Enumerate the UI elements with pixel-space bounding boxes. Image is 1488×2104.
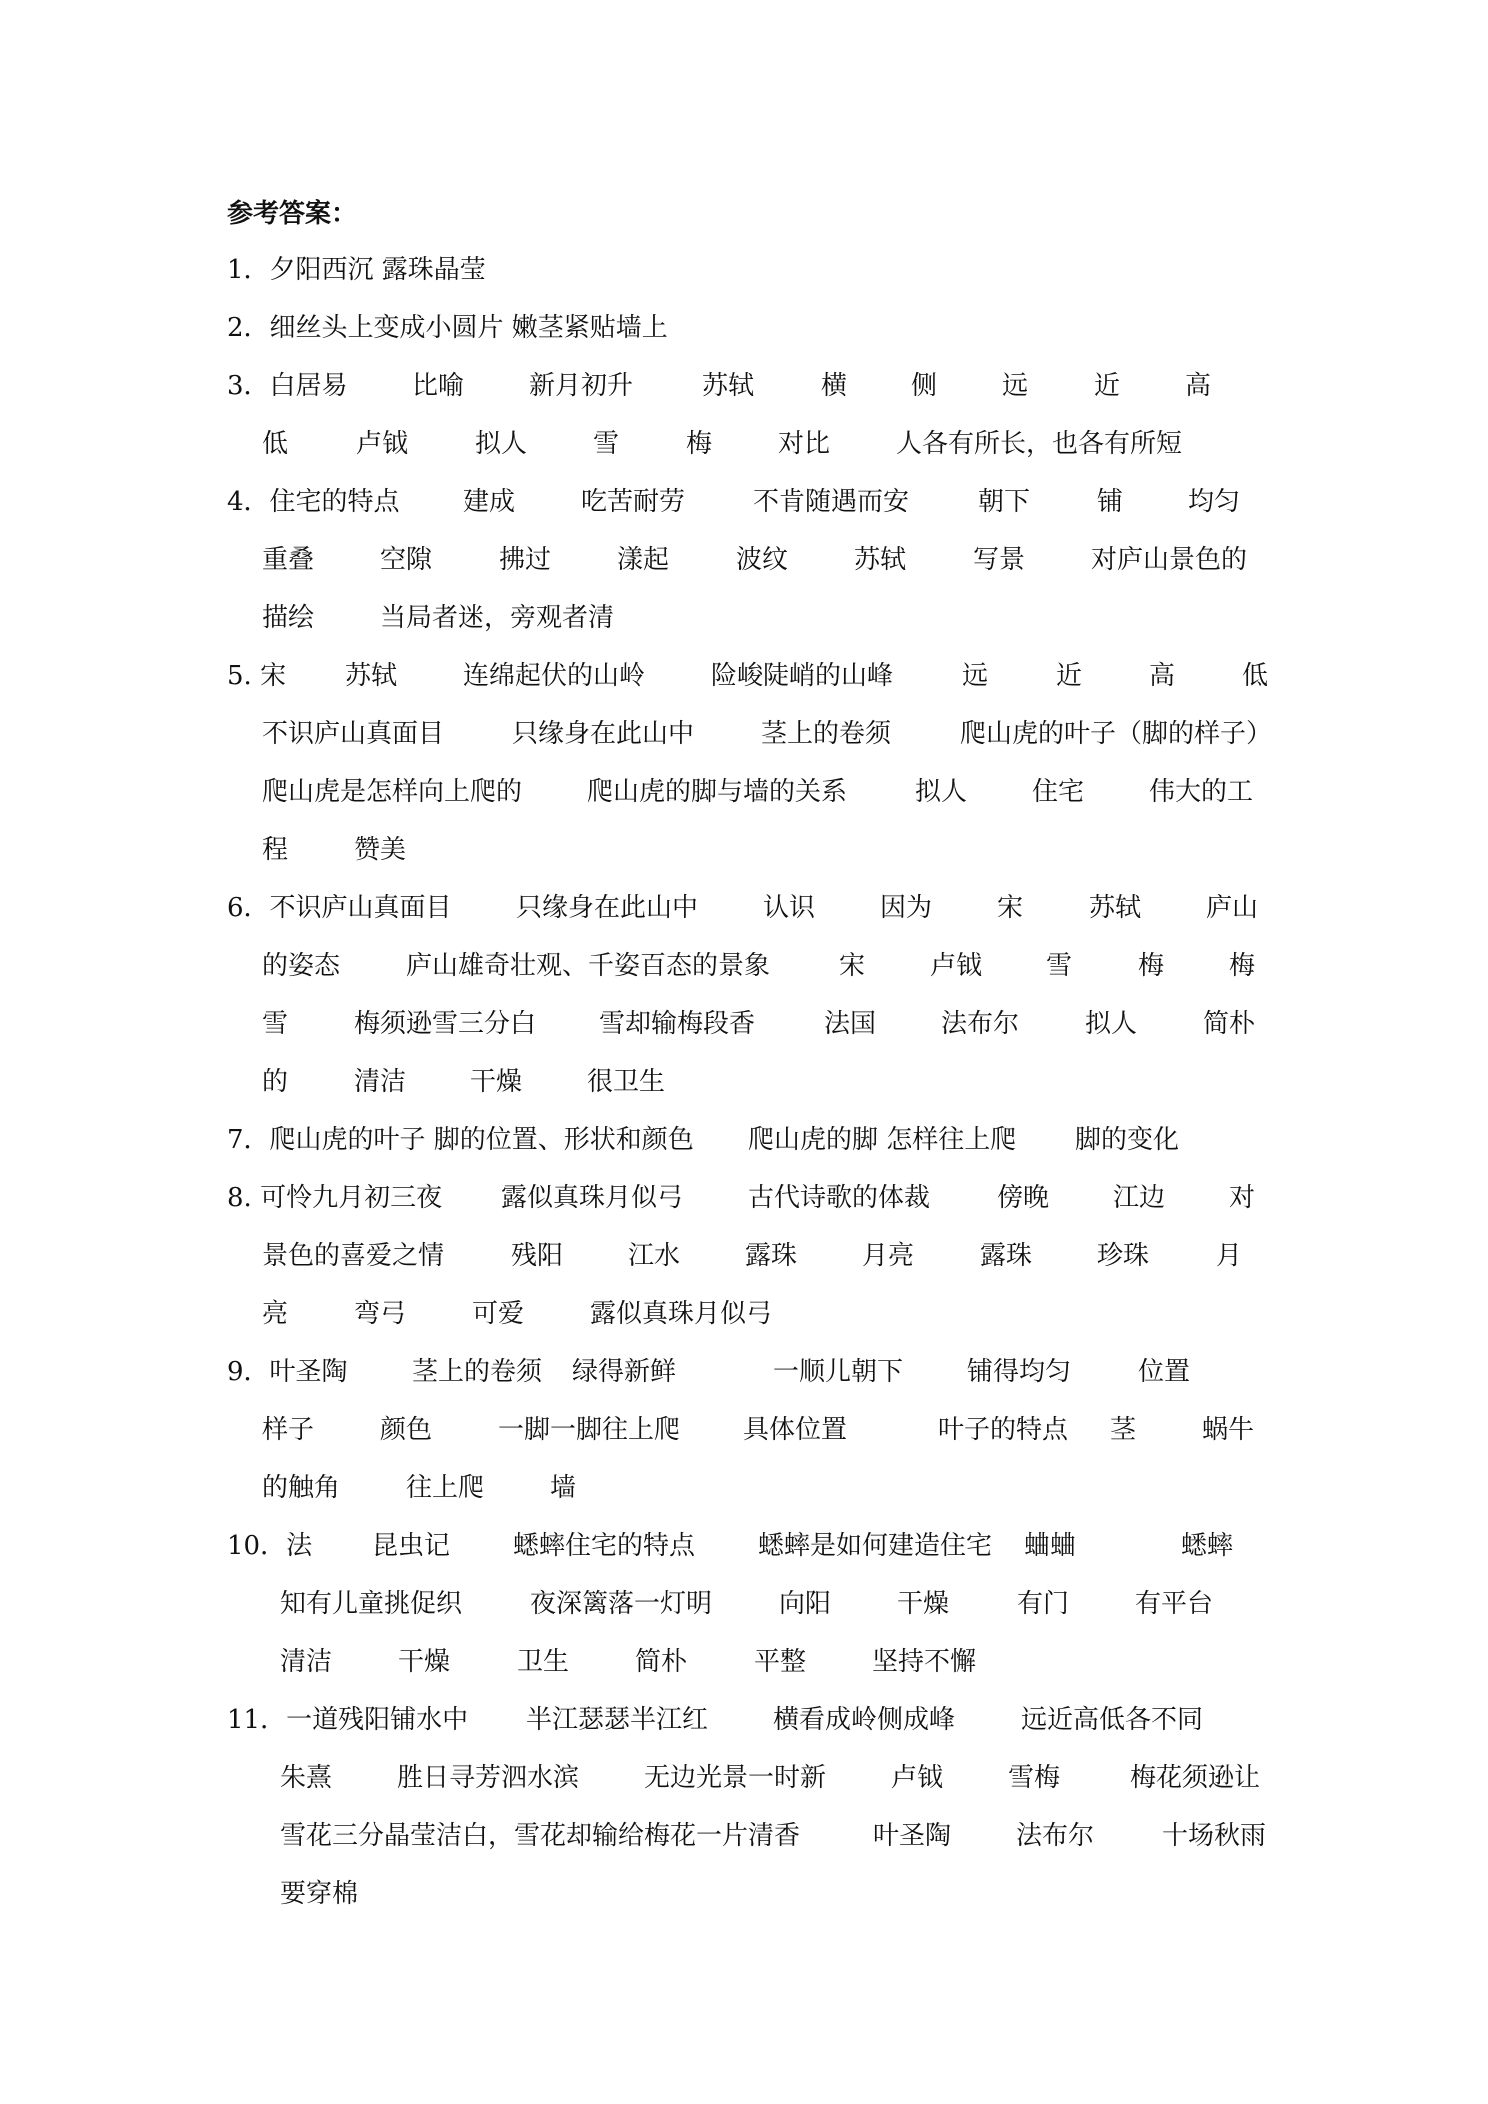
answer-term: 近	[1094, 371, 1121, 401]
answer-term: 可爱	[472, 1299, 525, 1329]
answer-term: 位置	[1138, 1357, 1191, 1387]
answer-term: 3．白居易	[227, 371, 348, 401]
answer-term: 苏轼	[854, 545, 907, 575]
answer-term: 脚的变化	[1075, 1125, 1180, 1155]
answer-term: 卢钺	[891, 1763, 944, 1793]
answer-term: 爬山虎的脚与墙的关系	[587, 777, 848, 807]
answer-term: 2．细丝头上变成小圆片 嫩茎紧贴墙上	[227, 313, 668, 343]
answer-term: 胜日寻芳泗水滨	[397, 1763, 580, 1793]
answer-term: 景色的喜爱之情	[262, 1241, 445, 1271]
answer-term: 写景	[973, 545, 1026, 575]
answer-term: 11．一道残阳铺水中	[227, 1705, 469, 1735]
answer-term: 蛐蛐	[1024, 1531, 1077, 1561]
answer-term: 清洁	[280, 1647, 333, 1677]
answer-term: 梅	[1138, 951, 1165, 981]
answer-term: 不肯随遇而安	[753, 487, 910, 517]
answer-term: 雪	[262, 1009, 289, 1039]
answer-term: 1．夕阳西沉 露珠晶莹	[227, 255, 486, 285]
answer-term: 的触角	[262, 1473, 341, 1503]
answer-term: 拟人	[1085, 1009, 1138, 1039]
answer-term: 赞美	[354, 835, 407, 865]
answer-term: 吃苦耐劳	[581, 487, 686, 517]
answer-term: 拂过	[499, 545, 552, 575]
answer-term: 漾起	[617, 545, 670, 575]
answer-term: 横	[821, 371, 848, 401]
answer-term: 险峻陡峭的山峰	[711, 661, 894, 691]
answer-term: 9．叶圣陶	[227, 1357, 348, 1387]
answer-term: 侧	[911, 371, 938, 401]
answer-term: 江水	[628, 1241, 681, 1271]
answer-term: 残阳	[511, 1241, 564, 1271]
answer-term: 月	[1216, 1241, 1243, 1271]
answer-term: 有门	[1017, 1589, 1070, 1619]
answer-term: 7．爬山虎的叶子 脚的位置、形状和颜色	[227, 1125, 694, 1155]
answer-term: 江边	[1113, 1183, 1166, 1213]
answer-term: 因为	[880, 893, 933, 923]
answer-term: 露似真珠月似弓	[590, 1299, 773, 1329]
answer-term: 5. 宋	[227, 661, 287, 691]
answer-term: 样子	[262, 1415, 315, 1445]
answer-term: 绿得新鲜	[572, 1357, 677, 1387]
answer-term: 的姿态	[262, 951, 341, 981]
answer-term: 茎	[1110, 1415, 1137, 1445]
answer-term: 向阳	[779, 1589, 832, 1619]
answer-term: 雪花三分晶莹洁白，雪花却输给梅花一片清香	[280, 1821, 801, 1851]
answer-term: 庐山	[1206, 893, 1259, 923]
answer-term: 卢钺	[356, 429, 409, 459]
answer-term: 弯弓	[354, 1299, 407, 1329]
answer-term: 卢钺	[930, 951, 983, 981]
answer-term: 露珠	[745, 1241, 798, 1271]
answer-term: 伟大的工	[1149, 777, 1254, 807]
answer-term: 横看成岭侧成峰	[773, 1705, 956, 1735]
answer-term: 梅	[686, 429, 713, 459]
answer-term: 苏轼	[345, 661, 398, 691]
answer-term: 8. 可怜九月初三夜	[227, 1183, 443, 1213]
answer-term: 干燥	[470, 1067, 523, 1097]
answer-term: 蜗牛	[1202, 1415, 1255, 1445]
answer-term: 空隙	[380, 545, 433, 575]
answer-term: 宋	[839, 951, 866, 981]
answer-term: 波纹	[736, 545, 789, 575]
answer-term: 认识	[763, 893, 816, 923]
answer-term: 茎上的卷须	[412, 1357, 543, 1387]
answer-term: 颜色	[380, 1415, 433, 1445]
answer-term: 比喻	[412, 371, 465, 401]
answer-term: 新月初升	[529, 371, 634, 401]
answer-term: 要穿棉	[280, 1879, 359, 1909]
answer-term: 爬山虎的脚 怎样往上爬	[748, 1125, 1017, 1155]
answer-term: 庐山雄奇壮观、千姿百态的景象	[406, 951, 771, 981]
answer-term: 有平台	[1135, 1589, 1214, 1619]
answer-term: 朱熹	[280, 1763, 333, 1793]
answer-term: 的	[262, 1067, 289, 1097]
answer-term: 往上爬	[406, 1473, 485, 1503]
answer-term: 清洁	[354, 1067, 407, 1097]
answer-term: 朝下	[978, 487, 1031, 517]
answer-term: 住宅	[1032, 777, 1085, 807]
answer-term: 蟋蟀是如何建造住宅	[758, 1531, 993, 1561]
answer-term: 坚持不懈	[872, 1647, 977, 1677]
answer-term: 铺得均匀	[967, 1357, 1072, 1387]
answer-term: 亮	[262, 1299, 289, 1329]
answer-term: 程	[262, 835, 289, 865]
answer-term: 连绵起伏的山岭	[463, 661, 646, 691]
answer-term: 蟋蟀住宅的特点	[513, 1531, 696, 1561]
answer-term: 雪	[593, 429, 620, 459]
answer-term: 对比	[778, 429, 831, 459]
answer-term: 描绘	[262, 603, 315, 633]
answer-term: 墙	[550, 1473, 577, 1503]
answer-term: 近	[1056, 661, 1083, 691]
answer-term: 半江瑟瑟半江红	[526, 1705, 709, 1735]
answer-term: 重叠	[262, 545, 315, 575]
answer-term: 宋	[997, 893, 1024, 923]
answer-term: 10．法	[227, 1531, 313, 1561]
answer-term: 只缘身在此山中	[512, 719, 695, 749]
answer-term: 昆虫记	[372, 1531, 451, 1561]
answer-term: 4．住宅的特点	[227, 487, 400, 517]
answer-term: 爬山虎是怎样向上爬的	[262, 777, 523, 807]
answer-term: 露珠	[980, 1241, 1033, 1271]
answer-term: 梅花须逊让	[1130, 1763, 1261, 1793]
answer-term: 叶圣陶	[873, 1821, 952, 1851]
answer-term: 干燥	[897, 1589, 950, 1619]
answer-term: 雪梅	[1008, 1763, 1061, 1793]
answer-term: 对庐山景色的	[1091, 545, 1248, 575]
answer-term: 低	[1242, 661, 1269, 691]
answer-term: 6．不识庐山真面目	[227, 893, 452, 923]
answer-term: 高	[1149, 661, 1176, 691]
answer-term: 法布尔	[1016, 1821, 1095, 1851]
answer-term: 人各有所长，也各有所短	[896, 429, 1183, 459]
answer-term: 雪却输梅段香	[599, 1009, 756, 1039]
answer-term: 平整	[754, 1647, 807, 1677]
answer-term: 高	[1185, 371, 1212, 401]
answer-term: 干燥	[398, 1647, 451, 1677]
answer-term: 远	[962, 661, 989, 691]
answer-term: 夜深篱落一灯明	[530, 1589, 713, 1619]
answer-term: 法国	[824, 1009, 877, 1039]
answer-term: 具体位置	[743, 1415, 848, 1445]
page-title: 参考答案：	[227, 199, 358, 229]
answer-term: 月亮	[862, 1241, 915, 1271]
answer-term: 知有儿童挑促织	[280, 1589, 463, 1619]
answer-term: 古代诗歌的体裁	[748, 1183, 931, 1213]
answer-term: 简朴	[635, 1647, 688, 1677]
answer-term: 当局者迷，旁观者清	[380, 603, 615, 633]
answer-term: 无边光景一时新	[644, 1763, 827, 1793]
answer-term: 卫生	[517, 1647, 570, 1677]
answer-term: 珍珠	[1097, 1241, 1150, 1271]
answer-term: 低	[262, 429, 289, 459]
answer-term: 苏轼	[702, 371, 755, 401]
answer-term: 露似真珠月似弓	[501, 1183, 684, 1213]
answer-term: 茎上的卷须	[761, 719, 892, 749]
answer-term: 简朴	[1203, 1009, 1256, 1039]
answer-term: 均匀	[1188, 487, 1241, 517]
answer-term: 爬山虎的叶子（脚的样子）	[960, 719, 1273, 749]
answer-term: 梅	[1229, 951, 1256, 981]
answer-term: 梅须逊雪三分白	[354, 1009, 537, 1039]
answer-term: 叶子的特点	[938, 1415, 1069, 1445]
answer-term: 对	[1229, 1183, 1256, 1213]
answer-term: 远	[1002, 371, 1029, 401]
answer-term: 建成	[463, 487, 516, 517]
answer-term: 远近高低各不同	[1021, 1705, 1204, 1735]
answer-term: 一顺儿朝下	[773, 1357, 904, 1387]
answer-term: 傍晚	[997, 1183, 1050, 1213]
answer-term: 不识庐山真面目	[262, 719, 445, 749]
answer-term: 十场秋雨	[1162, 1821, 1267, 1851]
answer-term: 只缘身在此山中	[516, 893, 699, 923]
answer-term: 一脚一脚往上爬	[498, 1415, 681, 1445]
answer-term: 拟人	[915, 777, 968, 807]
answer-term: 很卫生	[587, 1067, 666, 1097]
answer-term: 法布尔	[941, 1009, 1020, 1039]
answer-term: 蟋蟀	[1181, 1531, 1234, 1561]
answer-term: 雪	[1046, 951, 1073, 981]
answer-term: 拟人	[475, 429, 528, 459]
answer-term: 铺	[1097, 487, 1124, 517]
answer-term: 苏轼	[1089, 893, 1142, 923]
